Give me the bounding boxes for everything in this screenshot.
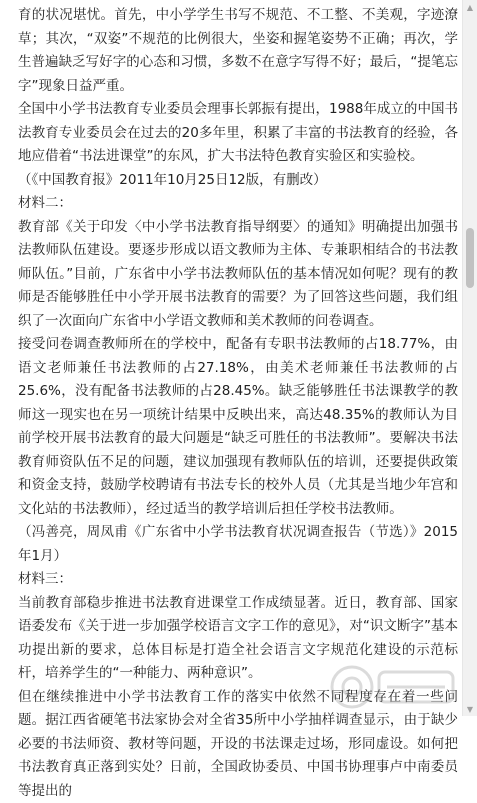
scroll-down-icon[interactable]: ▼ bbox=[463, 702, 477, 716]
paragraph: 接受问卷调查教师所在的学校中，配备有专职书法教师的占18.77%，由语文老师兼任书法教师的占27.18%，由美术老师兼任书法教师的占25.6%，没有配备书法教师的占28.45%。缺乏能够胜任书法课教学的教师这一现实也在另一项统计结果中反映出来，高达48.35%的教师认为目前学校开展书法教育的最大问题是“缺乏可胜任的书法教师”。要解决书法教育师资队伍不足的问题，建议加强现有教师队伍的培训，还要提供政策和资金支持，鼓励学校聘请有书法专长的校外人员（尤其是当地少年宫和文化站的书法教师），经过适当的教学培训后担任学校书法教师。 bbox=[18, 333, 458, 521]
scrollbar-thumb[interactable] bbox=[466, 228, 474, 288]
section-heading: 材料三： bbox=[18, 568, 458, 592]
vertical-scrollbar[interactable] bbox=[462, 0, 477, 716]
watermark-logo-icon bbox=[329, 664, 459, 710]
scroll-up-icon[interactable]: ▲ bbox=[463, 0, 477, 14]
paragraph: 教育部《关于印发〈中小学书法教育指导纲要〉的通知》明确提出加强书法教师队伍建设。要逐步形成以语文教师为主体、专兼职相结合的书法教师队伍。”目前，广东省中小学书法教师队伍的基本情况如何呢？现有的教师是否能够胜任中小学开展书法教育的需要？为了回答这些问题，我们组织了一次面向广东省中小学语文教师和美术教师的问卷调查。 bbox=[18, 216, 458, 334]
paragraph: 当前教育部稳步推进书法教育进课堂工作成绩显著。近日，教育部、国家语委发布《关于进一步加强学校语言文字工作的意见》，对“识文断字”基本功提出新的要求，总体目标是打造全社会语言文字规范化建设的示范标杆，培养学生的“一种能力、两种意识”。 bbox=[18, 592, 458, 686]
paragraph: 但在继续推进中小学书法教育工作的落实中依然不同程度存在着一些问题。据江西省硬笔书法家协会对全省35所中小学抽样调查显示，由于缺少必要的书法师资、教材等问题，开设的书法课走过场，形同虚设。如何把书法教育真正落到实处？日前，全国政协委员、中国书协理事卢中南委员等提出的 bbox=[18, 686, 458, 803]
source-citation: （《中国教育报》2011年10月25日12版，有删改） bbox=[18, 169, 458, 193]
section-heading: 材料二： bbox=[18, 192, 458, 216]
source-citation: （冯善亮，周凤甫《广东省中小学书法教育状况调查报告（节选）》2015年1月） bbox=[18, 521, 458, 568]
paragraph: 全国中小学书法教育专业委员会理事长郭振有提出，1988年成立的中国书法教育专业委员会在过去的20多年里，积累了丰富的书法教育的经验，各地应借着“书法进课堂”的东风，扩大书法特色教育实验区和实验校。 bbox=[18, 98, 458, 169]
paragraph: 育的状况堪忧。首先，中小学学生书写不规范、不工整、不美观，字迹潦草；其次，“双姿”不规范的比例很大，坐姿和握笔姿势不正确；再次，学生普遍缺乏写好字的心态和习惯，多数不在意字写得不好；最后，“提笔忘字”现象日益严重。 bbox=[18, 4, 458, 98]
